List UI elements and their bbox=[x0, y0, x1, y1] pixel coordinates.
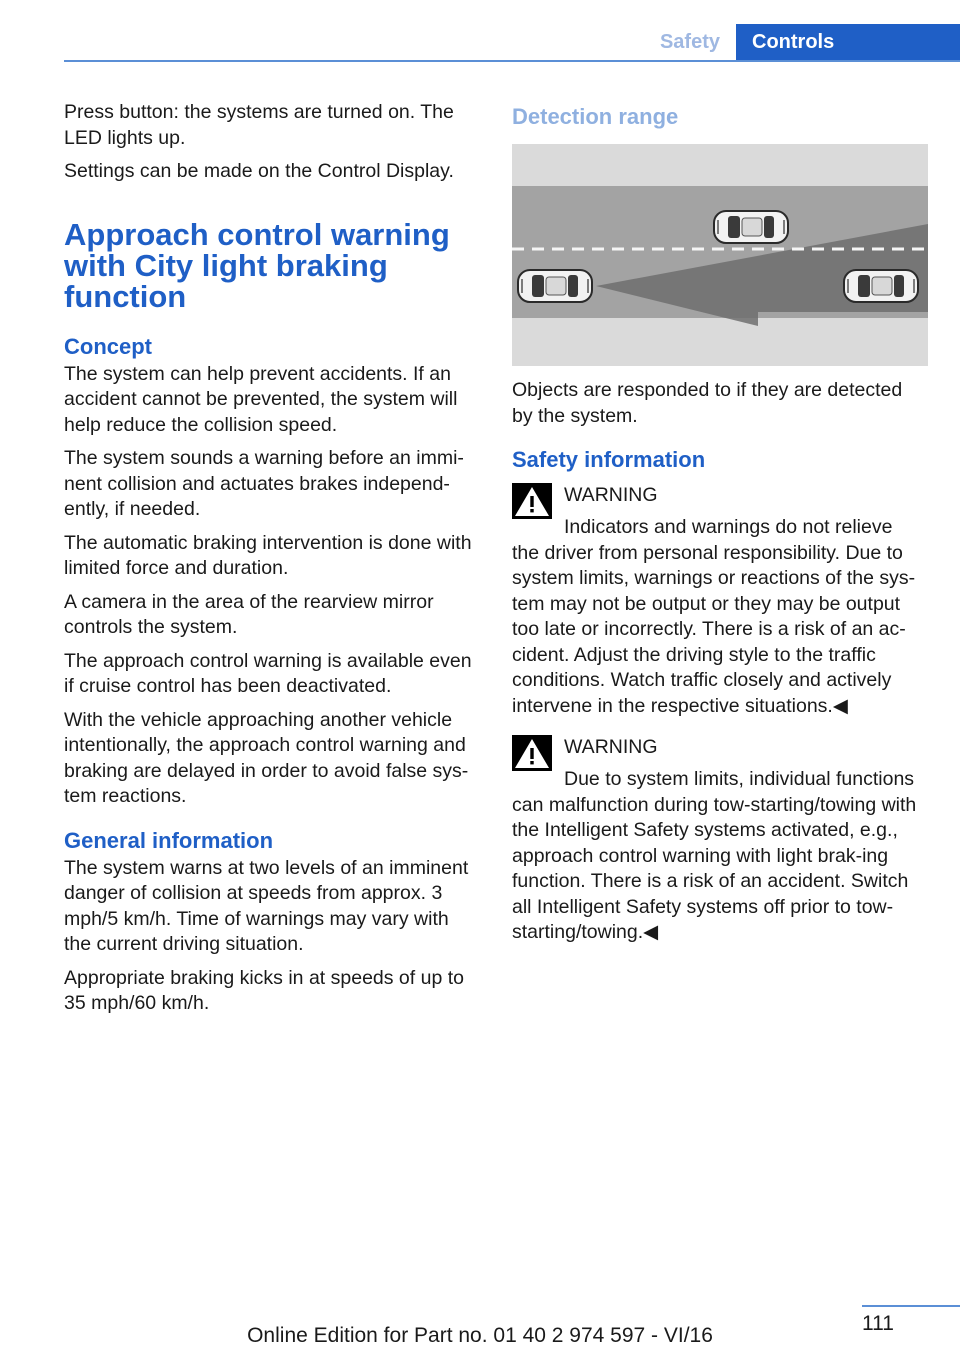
warning-title: WARNING bbox=[564, 484, 658, 506]
warning-body: the driver from personal responsibility. Due to system limits, warnings or reactions of the sys‐tem may not be output or they may be output too late or incorrectly. There is a risk of an ac‐cident. Adjust the driving style to the traffic conditions. Watch traffic closely and actively intervene in the respective situations.◀ bbox=[512, 541, 916, 717]
concept-paragraph: The system sounds a warning before an immi‐nent collision and actuates brakes independ‐ently, if needed. bbox=[64, 447, 464, 520]
general-info-paragraph: Appropriate braking kicks in at speeds of up to 35 mph/60 km/h. bbox=[64, 966, 464, 1014]
tab-safety[interactable]: Safety bbox=[659, 31, 720, 53]
concept-paragraph: The automatic braking intervention is done with limited force and duration. bbox=[64, 531, 472, 579]
footer-rule bbox=[862, 1305, 960, 1307]
warning-triangle-icon bbox=[512, 483, 552, 519]
concept-paragraph: The approach control warning is available even if cruise control has been deactivated. bbox=[64, 649, 472, 697]
intro-paragraph-1: Press button: the systems are turned on. The LED lights up. bbox=[64, 101, 454, 149]
warning-block bbox=[512, 735, 928, 946]
safety-info-heading: Safety information bbox=[512, 447, 706, 472]
detection-caption: Objects are responded to if they are detected by the system. bbox=[512, 379, 903, 427]
warning-body: can malfunction during tow-starting/towing with the Intelligent Safety systems activated, e.g., approach control warning with light brak‐ing function. There is a risk of an accident. Switch all Intelligent Safety systems off prior to tow-starting/towing.◀ bbox=[512, 793, 917, 943]
warning-first-line: Indicators and warnings do not relieve bbox=[564, 516, 893, 538]
tab-controls[interactable]: Controls bbox=[736, 24, 960, 61]
concept-paragraph: The system can help prevent accidents. If an accident cannot be prevented, the system will help reduce the collision speed. bbox=[64, 362, 458, 436]
car-icon bbox=[844, 270, 918, 302]
general-info-heading: General information bbox=[64, 827, 274, 853]
warning-triangle-icon bbox=[512, 735, 552, 771]
warning-title: WARNING bbox=[564, 736, 658, 758]
section-title: Approach control warning with City light braking function bbox=[64, 216, 450, 314]
car-icon bbox=[714, 211, 788, 243]
page-number: 111 bbox=[862, 1312, 894, 1335]
left-column bbox=[64, 100, 480, 1025]
concept-paragraph: A camera in the area of the rearview mirror controls the system. bbox=[64, 590, 434, 638]
header-rule bbox=[64, 60, 960, 62]
general-info-paragraph: The system warns at two levels of an imminent danger of collision at speeds from approx. 3 mph/5 km/h. Time of warnings may vary with the current driving situation. bbox=[64, 856, 469, 955]
right-column bbox=[512, 100, 928, 954]
warning-block bbox=[512, 483, 928, 719]
concept-heading: Concept bbox=[64, 333, 152, 359]
detection-range-diagram bbox=[512, 144, 928, 366]
intro-paragraph-2: Settings can be made on the Control Display. bbox=[64, 160, 454, 182]
edition-footer: Online Edition for Part no. 01 40 2 974 597 - VI/16 bbox=[247, 1324, 713, 1347]
car-icon bbox=[518, 270, 592, 302]
page-header bbox=[0, 0, 960, 64]
concept-paragraph: With the vehicle approaching another vehicle intentionally, the approach control warning and braking are delayed in order to avoid false sys‐tem reactions. bbox=[64, 708, 469, 807]
detection-range-heading: Detection range bbox=[512, 104, 679, 129]
warning-first-line: Due to system limits, individual functions bbox=[564, 768, 915, 790]
